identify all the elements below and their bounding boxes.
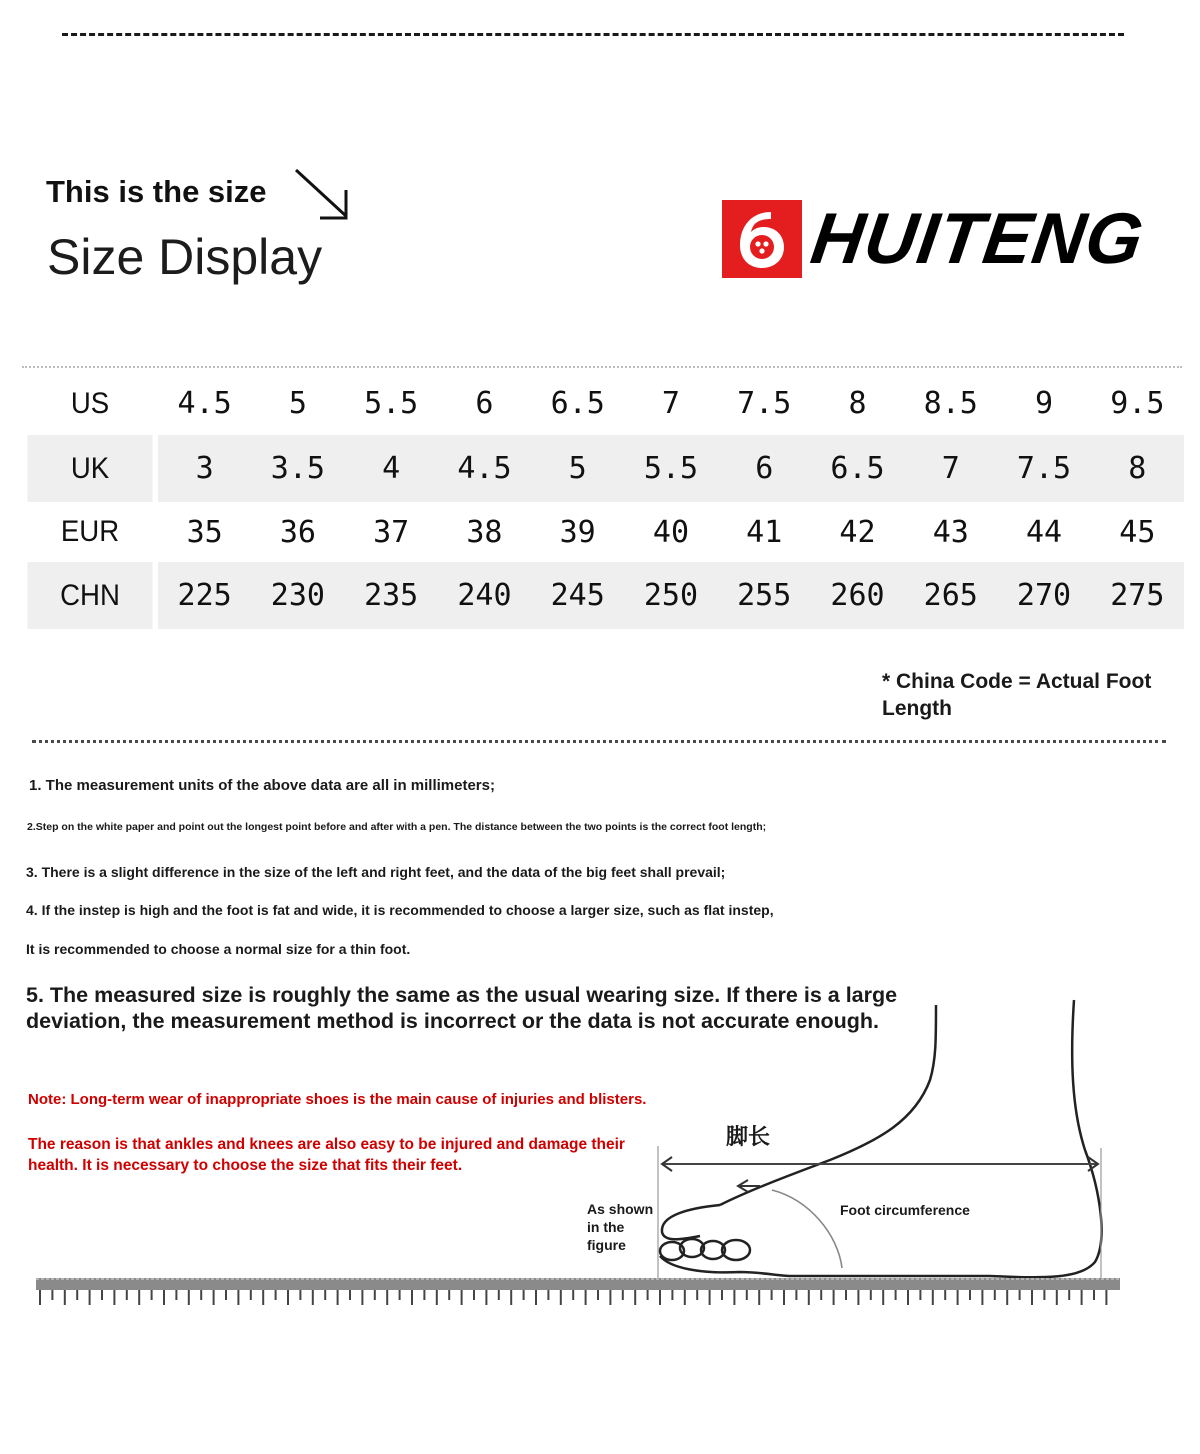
size-cell: 5: [531, 435, 624, 502]
size-cell: 240: [438, 562, 531, 629]
size-cell: 275: [1091, 562, 1184, 629]
size-cell: 9: [1034, 386, 1054, 421]
size-cell: 4.5: [438, 435, 531, 502]
size-cell: 225: [158, 562, 251, 629]
size-cell: 6.5: [811, 435, 904, 502]
notes-divider: [32, 740, 1166, 743]
size-cell: 3: [158, 435, 251, 502]
size-cell: 230: [251, 562, 344, 629]
page-title: Size Display: [47, 229, 323, 285]
note-5: 5. The measured size is roughly the same as the usual wearing size. If there is a large deviation, the measurement method is incorrect or the data is not accurate enough.: [26, 983, 898, 1033]
size-cell: 45: [1119, 514, 1156, 550]
size-row-us: [22, 372, 1184, 435]
foot-circumference-label: Foot circumference: [840, 1202, 970, 1218]
note-3: 3. There is a slight difference in the size of the left and right feet, and the data of the big feet shall prevail;: [26, 864, 726, 880]
size-cell: 4.5: [177, 386, 232, 421]
size-cell: 42: [839, 514, 876, 550]
size-cell: 6.5: [550, 386, 605, 421]
size-cell: 36: [279, 514, 316, 550]
china-code-note: * China Code = Actual Foot Length: [882, 670, 1152, 720]
size-cell: 5.5: [624, 435, 717, 502]
size-cell: 5.5: [364, 386, 419, 421]
size-cell: 3.5: [251, 435, 344, 502]
size-cell: 9.5: [1110, 386, 1165, 421]
size-chart-table: [22, 372, 1184, 629]
size-row-label: US: [70, 386, 110, 420]
size-cell: 37: [373, 514, 410, 550]
size-cell: 250: [624, 562, 717, 629]
warning-reason: The reason is that ankles and knees are also easy to be injured and damage their health. It is necessary to choose the size that fits their feet.: [28, 1136, 625, 1174]
size-cell: 265: [904, 562, 997, 629]
size-cell: 40: [652, 514, 690, 550]
size-cell: 38: [466, 514, 503, 550]
size-cell: 8: [848, 386, 867, 421]
size-row-uk: [22, 435, 1184, 502]
size-cell: 235: [345, 562, 438, 629]
note-2: 2.Step on the white paper and point out the longest point before and after with a pen. The distance between the two points is the correct foot length;: [27, 821, 767, 833]
size-cell: 8: [1091, 435, 1184, 502]
size-cell: 270: [997, 562, 1090, 629]
size-cell: 5: [288, 386, 307, 421]
foot-measurement-figure: [0, 990, 1200, 1320]
note-4: 4. If the instep is high and the foot is fat and wide, it is recommended to choose a larger size, such as flat instep,: [26, 902, 774, 918]
size-cell: 35: [186, 514, 223, 550]
brand-name: HUITENG: [806, 199, 1149, 279]
note-1: 1. The measurement units of the above data are all in millimeters;: [29, 777, 495, 794]
size-cell: 260: [811, 562, 904, 629]
size-cell: 7: [904, 435, 997, 502]
arrow-down-right-icon: [290, 166, 354, 226]
figure-caption: As shown in the figure: [587, 1201, 654, 1253]
warning-note: Note: Long-term wear of inappropriate shoes is the main cause of injuries and blisters.: [28, 1091, 647, 1108]
size-cell: 4: [345, 435, 438, 502]
size-row-chn: [22, 562, 1184, 629]
size-cell: 44: [1025, 514, 1063, 550]
size-cell: 7.5: [737, 386, 792, 421]
size-row-label: EUR: [60, 515, 120, 548]
size-cell: 8.5: [923, 386, 978, 421]
brand-logo-icon: [722, 200, 802, 278]
size-cell: 7.5: [997, 435, 1090, 502]
size-cell: 7: [661, 386, 680, 421]
table-top-divider: [22, 366, 1182, 368]
size-cell: 43: [932, 514, 969, 550]
size-row-label: CHN: [27, 562, 152, 629]
top-dashed-divider: [62, 33, 1124, 36]
size-cell: 255: [718, 562, 811, 629]
size-row-eur: [22, 502, 1184, 562]
size-tagline: This is the size: [46, 174, 267, 209]
size-cell: 6: [718, 435, 811, 502]
size-cell: 41: [746, 514, 783, 550]
size-cell: 245: [531, 562, 624, 629]
size-cell: 39: [559, 514, 596, 550]
size-row-label: UK: [27, 435, 152, 502]
note-4-continued: It is recommended to choose a normal size for a thin foot.: [26, 941, 411, 957]
foot-length-label: 脚长: [726, 1124, 771, 1149]
size-cell: 6: [475, 386, 494, 421]
